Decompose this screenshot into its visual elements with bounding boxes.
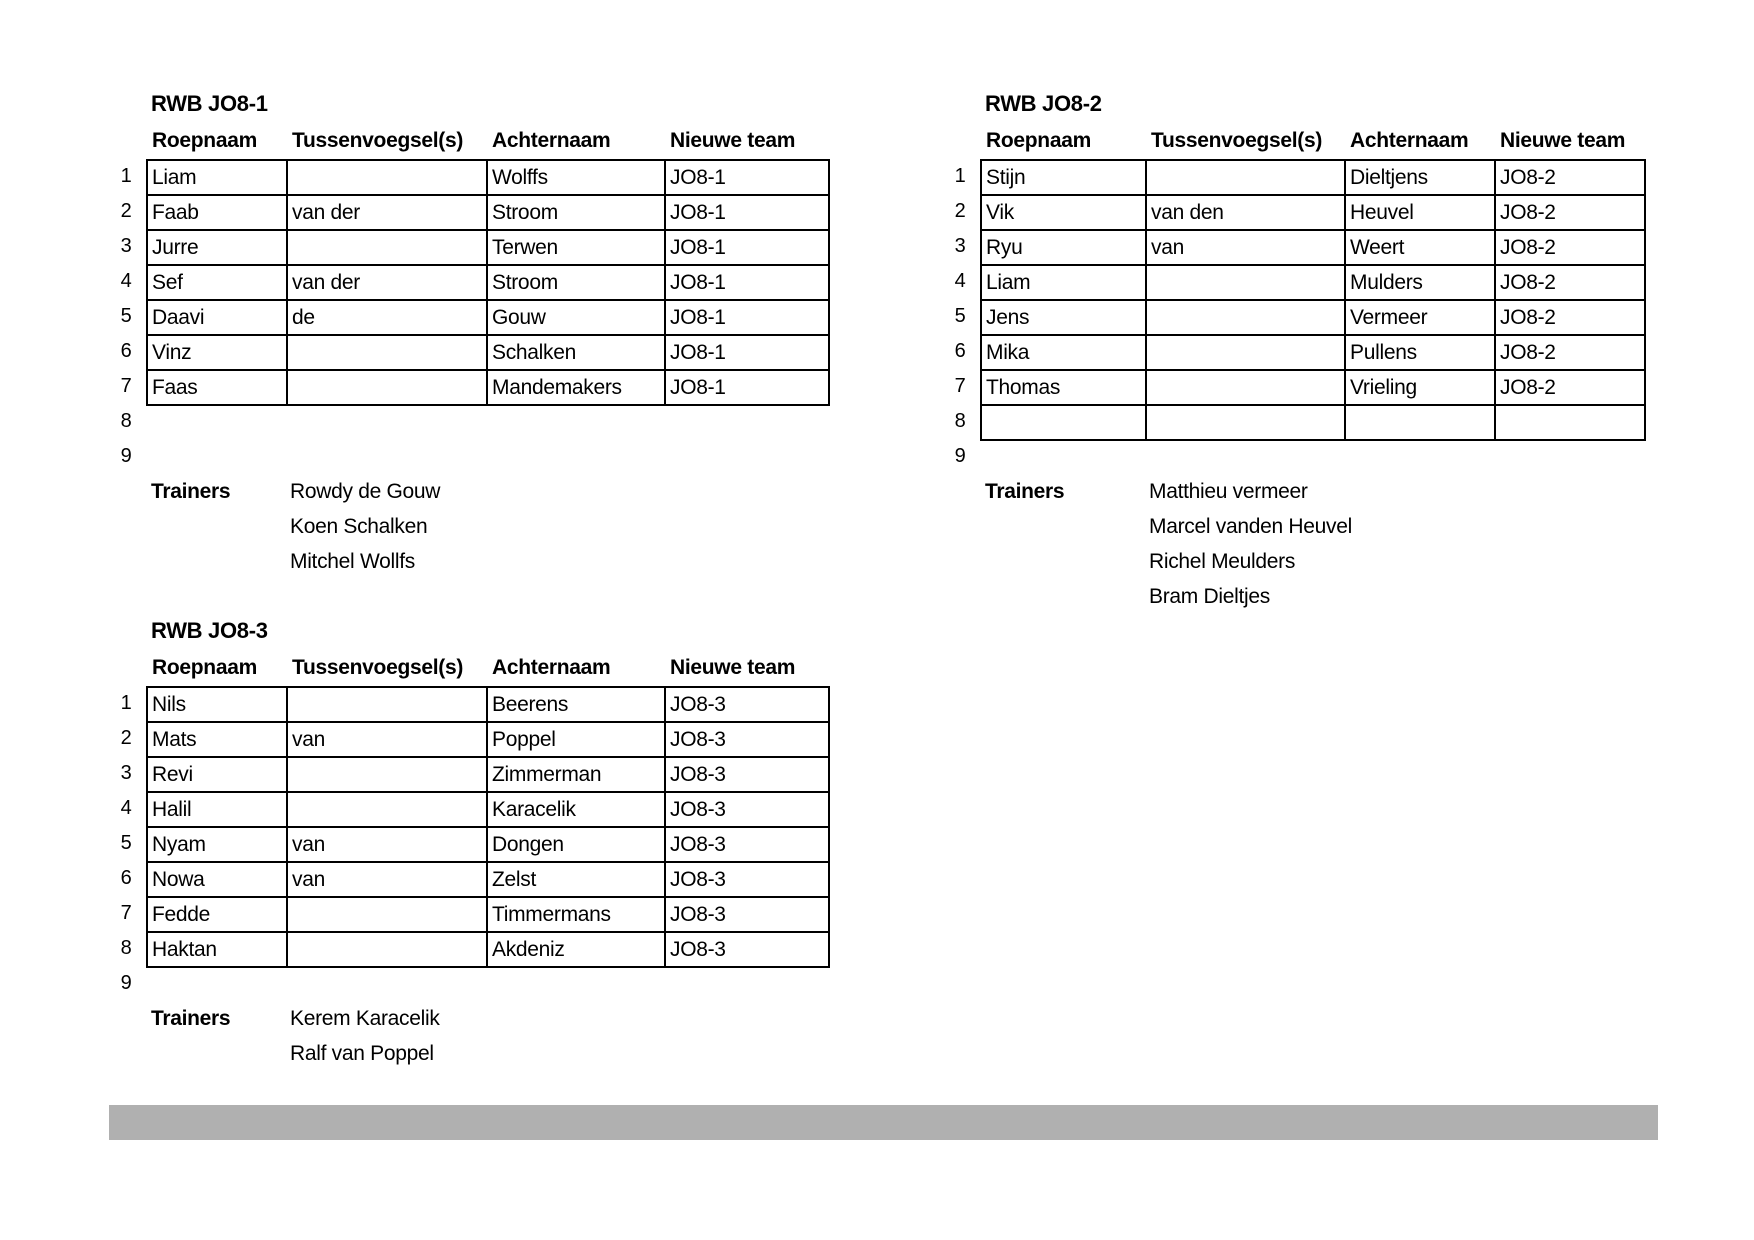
- cell-roepnaam: Haktan: [146, 931, 286, 968]
- row-number: 6: [954, 340, 966, 362]
- cell-tussen: [1145, 264, 1344, 299]
- cell-tussen: de: [286, 299, 486, 334]
- column-header-tussenvoegsel: Tussenvoegsel(s): [292, 656, 464, 679]
- trainer-name: Rowdy de Gouw: [290, 480, 441, 503]
- cell-team: JO8-3: [664, 896, 830, 931]
- cell-roepnaam: Liam: [146, 159, 286, 194]
- cell-team: JO8-1: [664, 369, 830, 406]
- cell-tussen: [286, 931, 486, 968]
- cell-team: JO8-3: [664, 756, 830, 791]
- column-header-nieuwe_team: Nieuwe team: [670, 129, 796, 152]
- trainer-name: Matthieu vermeer: [1149, 480, 1308, 503]
- cell-tussen: van den: [1145, 194, 1344, 229]
- row-number: 1: [120, 165, 132, 187]
- row-number: 5: [954, 305, 966, 327]
- team-title: RWB JO8-1: [151, 91, 268, 116]
- cell-tussen: van der: [286, 194, 486, 229]
- row-number: 7: [120, 375, 132, 397]
- cell-achter: Stroom: [486, 264, 664, 299]
- cell-achter: Beerens: [486, 686, 664, 721]
- cell-team: JO8-3: [664, 791, 830, 826]
- trainer-name: Ralf van Poppel: [290, 1042, 434, 1065]
- trainers-label: Trainers: [151, 1007, 231, 1030]
- cell-achter: Terwen: [486, 229, 664, 264]
- cell-team: JO8-3: [664, 861, 830, 896]
- cell-achter: Schalken: [486, 334, 664, 369]
- cell-tussen: [286, 686, 486, 721]
- cell-tussen: [1145, 369, 1344, 404]
- cell-tussen: [286, 791, 486, 826]
- cell-achter: Heuvel: [1344, 194, 1494, 229]
- cell-achter: Mandemakers: [486, 369, 664, 406]
- row-number: 3: [954, 235, 966, 257]
- cell-achter: Vrieling: [1344, 369, 1494, 404]
- column-header-roepnaam: Roepnaam: [152, 129, 257, 152]
- row-number: 1: [120, 692, 132, 714]
- cell-achter: Mulders: [1344, 264, 1494, 299]
- cell-tussen: van: [286, 861, 486, 896]
- row-number: 2: [120, 200, 132, 222]
- team-title: RWB JO8-2: [985, 91, 1102, 116]
- cell-team: JO8-2: [1494, 159, 1646, 194]
- column-header-roepnaam: Roepnaam: [152, 656, 257, 679]
- row-number: 2: [120, 727, 132, 749]
- cell-roepnaam: Faas: [146, 369, 286, 406]
- cell-tussen: van: [1145, 229, 1344, 264]
- cell-roepnaam: Vik: [980, 194, 1145, 229]
- row-number: 3: [120, 235, 132, 257]
- cell-roepnaam: Fedde: [146, 896, 286, 931]
- cell-tussen: [286, 756, 486, 791]
- cell-tussen: [1145, 334, 1344, 369]
- trainer-name: Marcel vanden Heuvel: [1149, 515, 1352, 538]
- cell-achter: Timmermans: [486, 896, 664, 931]
- column-header-roepnaam: Roepnaam: [986, 129, 1091, 152]
- trainer-name: Mitchel Wollfs: [290, 550, 415, 573]
- row-number: 8: [954, 410, 966, 432]
- row-number: 3: [120, 762, 132, 784]
- cell-team: JO8-1: [664, 334, 830, 369]
- cell-roepnaam: Daavi: [146, 299, 286, 334]
- cell-roepnaam: Liam: [980, 264, 1145, 299]
- column-header-achternaam: Achternaam: [492, 656, 611, 679]
- cell-team: [1494, 404, 1646, 441]
- cell-team: JO8-3: [664, 931, 830, 968]
- footer-bar: [109, 1105, 1658, 1140]
- cell-team: JO8-2: [1494, 299, 1646, 334]
- cell-tussen: [1145, 299, 1344, 334]
- trainer-name: Richel Meulders: [1149, 550, 1296, 573]
- cell-roepnaam: Nowa: [146, 861, 286, 896]
- cell-achter: Dongen: [486, 826, 664, 861]
- cell-team: JO8-3: [664, 721, 830, 756]
- row-number: 4: [120, 270, 132, 292]
- cell-team: JO8-2: [1494, 264, 1646, 299]
- cell-tussen: [1145, 159, 1344, 194]
- row-number: 6: [120, 340, 132, 362]
- cell-achter: Karacelik: [486, 791, 664, 826]
- cell-team: JO8-2: [1494, 194, 1646, 229]
- cell-tussen: [286, 229, 486, 264]
- cell-tussen: [1145, 404, 1344, 441]
- cell-roepnaam: Revi: [146, 756, 286, 791]
- cell-team: JO8-2: [1494, 229, 1646, 264]
- row-number: 2: [954, 200, 966, 222]
- cell-roepnaam: Mika: [980, 334, 1145, 369]
- cell-achter: [1344, 404, 1494, 441]
- cell-roepnaam: Mats: [146, 721, 286, 756]
- cell-achter: Akdeniz: [486, 931, 664, 968]
- cell-achter: Gouw: [486, 299, 664, 334]
- cell-roepnaam: Stijn: [980, 159, 1145, 194]
- trainer-name: Kerem Karacelik: [290, 1007, 440, 1030]
- cell-achter: Poppel: [486, 721, 664, 756]
- cell-achter: Pullens: [1344, 334, 1494, 369]
- cell-achter: Zimmerman: [486, 756, 664, 791]
- cell-tussen: van der: [286, 264, 486, 299]
- row-number: 7: [954, 375, 966, 397]
- cell-roepnaam: Faab: [146, 194, 286, 229]
- trainers-label: Trainers: [151, 480, 231, 503]
- trainer-name: Bram Dieltjes: [1149, 585, 1270, 608]
- cell-team: JO8-1: [664, 229, 830, 264]
- cell-roepnaam: Ryu: [980, 229, 1145, 264]
- cell-roepnaam: Halil: [146, 791, 286, 826]
- cell-tussen: [286, 369, 486, 406]
- cell-achter: Zelst: [486, 861, 664, 896]
- cell-roepnaam: Vinz: [146, 334, 286, 369]
- cell-achter: Dieltjens: [1344, 159, 1494, 194]
- cell-achter: Weert: [1344, 229, 1494, 264]
- column-header-tussenvoegsel: Tussenvoegsel(s): [1151, 129, 1323, 152]
- row-number: 8: [120, 937, 132, 959]
- cell-achter: Vermeer: [1344, 299, 1494, 334]
- row-number: 5: [120, 305, 132, 327]
- row-number: 9: [120, 972, 132, 994]
- cell-team: JO8-1: [664, 299, 830, 334]
- cell-team: JO8-3: [664, 826, 830, 861]
- row-number: 5: [120, 832, 132, 854]
- cell-achter: Wolffs: [486, 159, 664, 194]
- row-number: 4: [954, 270, 966, 292]
- row-number: 1: [954, 165, 966, 187]
- row-number: 9: [120, 445, 132, 467]
- cell-roepnaam: Nils: [146, 686, 286, 721]
- row-number: 4: [120, 797, 132, 819]
- cell-team: JO8-2: [1494, 334, 1646, 369]
- column-header-nieuwe_team: Nieuwe team: [670, 656, 796, 679]
- cell-team: JO8-3: [664, 686, 830, 721]
- cell-roepnaam: Sef: [146, 264, 286, 299]
- row-number: 9: [954, 445, 966, 467]
- cell-achter: Stroom: [486, 194, 664, 229]
- cell-roepnaam: Nyam: [146, 826, 286, 861]
- row-number: 6: [120, 867, 132, 889]
- cell-roepnaam: Thomas: [980, 369, 1145, 404]
- trainers-label: Trainers: [985, 480, 1065, 503]
- cell-roepnaam: Jurre: [146, 229, 286, 264]
- column-header-achternaam: Achternaam: [492, 129, 611, 152]
- cell-team: JO8-2: [1494, 369, 1646, 404]
- cell-team: JO8-1: [664, 159, 830, 194]
- column-header-tussenvoegsel: Tussenvoegsel(s): [292, 129, 464, 152]
- column-header-nieuwe_team: Nieuwe team: [1500, 129, 1626, 152]
- cell-roepnaam: [980, 404, 1145, 441]
- trainer-name: Koen Schalken: [290, 515, 428, 538]
- cell-team: JO8-1: [664, 264, 830, 299]
- row-number: 7: [120, 902, 132, 924]
- column-header-achternaam: Achternaam: [1350, 129, 1469, 152]
- cell-tussen: [286, 334, 486, 369]
- cell-roepnaam: Jens: [980, 299, 1145, 334]
- cell-team: JO8-1: [664, 194, 830, 229]
- cell-tussen: van: [286, 721, 486, 756]
- cell-tussen: [286, 896, 486, 931]
- row-number: 8: [120, 410, 132, 432]
- team-title: RWB JO8-3: [151, 618, 268, 643]
- cell-tussen: [286, 159, 486, 194]
- cell-tussen: van: [286, 826, 486, 861]
